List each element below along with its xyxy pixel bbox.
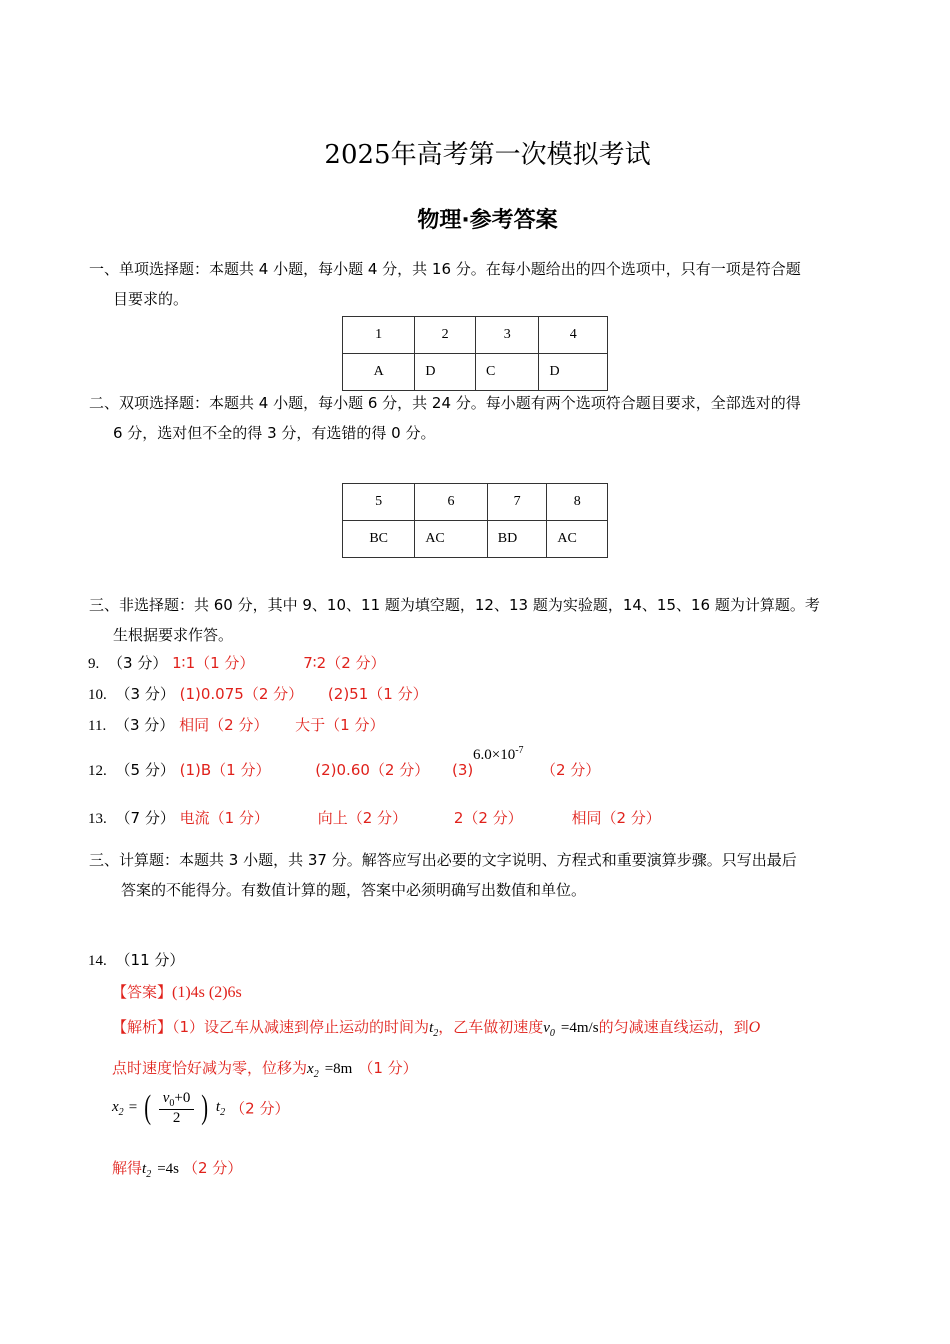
table-cell: BD	[487, 521, 547, 558]
symbol-letter: t	[215, 1098, 221, 1115]
table-cell: AC	[415, 521, 487, 558]
table-cell: C	[475, 354, 539, 391]
section-non-choice-line1: 三、非选择题：共 60 分，其中 9、10、11 题为填空题，12、13 题为实验题，14、15、16 题为计算题。考	[89, 596, 820, 614]
question-score: （3 分）	[108, 654, 168, 672]
answer-part: (2)51（1 分）	[327, 685, 428, 703]
section-single-choice	[89, 254, 801, 314]
question-score: （3 分）	[114, 716, 175, 734]
symbol-letter: t	[429, 1020, 434, 1036]
table-cell: BC	[343, 521, 415, 558]
q14-solution	[112, 1157, 242, 1180]
question-12	[88, 759, 473, 780]
answer-table-1	[342, 316, 608, 391]
question-score: （3 分）	[115, 685, 175, 703]
table-cell: 1	[343, 317, 415, 354]
question-number: 10.	[88, 687, 107, 703]
numerator-tail: +0	[174, 1089, 191, 1106]
q12-formula	[473, 745, 524, 764]
eq-fraction	[159, 1090, 195, 1127]
analysis-tag: 【解析】	[112, 1018, 173, 1036]
analysis-score: （1 分）	[358, 1059, 418, 1077]
symbol-o: O	[748, 1019, 761, 1036]
symbol-v0	[543, 1020, 555, 1039]
question-score: （11 分）	[115, 951, 185, 969]
table-cell: 5	[343, 484, 415, 521]
section-single-choice-line1: 一、单项选择题：本题共 4 小题，每小题 4 分，共 16 分。在每小题给出的四个选项中，只有一项是符合题	[89, 260, 801, 278]
symbol-t2	[142, 1161, 152, 1180]
value-text: =8m	[324, 1061, 353, 1077]
q14-answer	[112, 981, 242, 1002]
answer-text: (1)4s (2)6s	[172, 984, 242, 1001]
eq-lhs	[112, 1098, 124, 1118]
question-number: 12.	[88, 763, 107, 779]
section-single-choice-line2: 目要求的。	[113, 290, 189, 308]
symbol-subscript: 2	[118, 1106, 124, 1118]
analysis-text: ，乙车做初速度	[438, 1018, 544, 1036]
eq-paren-close: )	[201, 1089, 209, 1126]
answer-part: (2)0.60（2 分）	[315, 761, 430, 779]
table-cell: 3	[475, 317, 539, 354]
solution-score: （2 分）	[182, 1159, 243, 1177]
question-14	[88, 949, 184, 970]
table-cell: D	[539, 354, 608, 391]
table-cell: 8	[547, 484, 608, 521]
symbol-letter: v	[162, 1089, 170, 1106]
answer-part: (1)0.075（2 分）	[179, 685, 304, 703]
symbol-subscript: 2	[146, 1169, 152, 1180]
question-number: 9.	[88, 656, 100, 672]
answer-part: 相同（2 分）	[179, 716, 269, 734]
symbol-letter: t	[142, 1161, 147, 1177]
symbol-subscript: 0	[549, 1028, 555, 1039]
question-number: 11.	[88, 718, 107, 734]
analysis-text: 点时速度恰好减为零，位移为	[112, 1059, 308, 1077]
eq-equals: =	[128, 1099, 138, 1116]
question-number: 14.	[88, 953, 107, 969]
symbol-subscript: 2	[433, 1028, 439, 1039]
table-cell: A	[343, 354, 415, 391]
eq-denominator: 2	[172, 1109, 181, 1126]
question-number: 13.	[88, 811, 107, 827]
answer-part: 大于（1 分）	[295, 716, 385, 734]
question-score: （5 分）	[115, 761, 175, 779]
q14-analysis-line1	[112, 1016, 760, 1039]
answer-part: 相同（2 分）	[571, 809, 661, 827]
symbol-x2	[307, 1061, 319, 1080]
answer-part: 7∶2（2 分）	[303, 654, 386, 672]
value-text: =4s	[157, 1161, 179, 1177]
question-9	[88, 652, 386, 673]
section-double-choice-line2: 6 分，选对但不全的得 3 分，有选错的得 0 分。	[113, 424, 436, 442]
symbol-letter: v	[543, 1020, 550, 1036]
question-score: （7 分）	[115, 809, 175, 827]
eq-numerator	[159, 1090, 195, 1110]
page-title: 2025年高考第一次模拟考试	[324, 140, 651, 170]
q14-equation	[112, 1089, 289, 1127]
answer-tag: 【答案】	[112, 983, 173, 1001]
table-cell: 6	[415, 484, 487, 521]
section-double-choice	[89, 388, 801, 448]
eq-score: （2 分）	[230, 1099, 290, 1118]
answer-part: 1∶1（1 分）	[172, 654, 255, 672]
answer-part: 2（2 分）	[453, 809, 523, 827]
page-subtitle: 物理·参考答案	[417, 208, 558, 233]
answer-part: 向上（2 分）	[317, 809, 408, 827]
symbol-t2	[429, 1020, 439, 1039]
symbol-subscript: 2	[313, 1069, 319, 1080]
section-double-choice-line1: 二、双项选择题：本题共 4 小题，每小题 6 分，共 24 分。每小题有两个选项符合题目要求，全部选对的得	[89, 394, 801, 412]
symbol-subscript: 2	[220, 1106, 226, 1118]
answer-part: 电流（1 分）	[179, 809, 269, 827]
question-10	[88, 683, 428, 704]
solution-label: 解得	[112, 1159, 143, 1177]
table-cell: 7	[487, 484, 547, 521]
formula-value: 6.0×10	[473, 747, 516, 763]
question-11	[88, 714, 384, 735]
symbol-letter: x	[307, 1061, 314, 1077]
analysis-text: 的匀减速直线运动，到	[598, 1018, 749, 1036]
eq-paren-open: (	[144, 1089, 152, 1126]
section-non-choice	[89, 590, 820, 650]
section-calculation	[89, 838, 797, 912]
eq-t2	[215, 1098, 226, 1118]
table-cell: AC	[547, 521, 608, 558]
section-calculation-line2: 答案的不能得分。有数值计算的题，答案中必须明确写出数值和单位。	[121, 881, 587, 899]
table-cell: 4	[539, 317, 608, 354]
section-non-choice-line2: 生根据要求作答。	[113, 626, 234, 644]
symbol-letter: x	[112, 1098, 119, 1115]
table-cell: 2	[415, 317, 476, 354]
q12-part3-score: （2 分）	[541, 761, 601, 779]
table-cell: D	[415, 354, 476, 391]
value-text: =4m/s	[560, 1020, 599, 1036]
answer-part: (3)	[452, 761, 474, 779]
answer-part: (1)B（1 分）	[179, 761, 271, 779]
analysis-text: （1）设乙车从减速到停止运动的时间为	[172, 1018, 430, 1036]
formula-exponent: -7	[515, 745, 524, 756]
symbol-subscript: 0	[169, 1097, 175, 1109]
q14-analysis-line2	[112, 1057, 418, 1080]
question-13	[88, 807, 661, 828]
section-calculation-line1: 三、计算题：本题共 3 小题，共 37 分。解答应写出必要的文字说明、方程式和重要演算步骤。只写出最后	[89, 851, 797, 869]
answer-table-2	[342, 483, 608, 558]
